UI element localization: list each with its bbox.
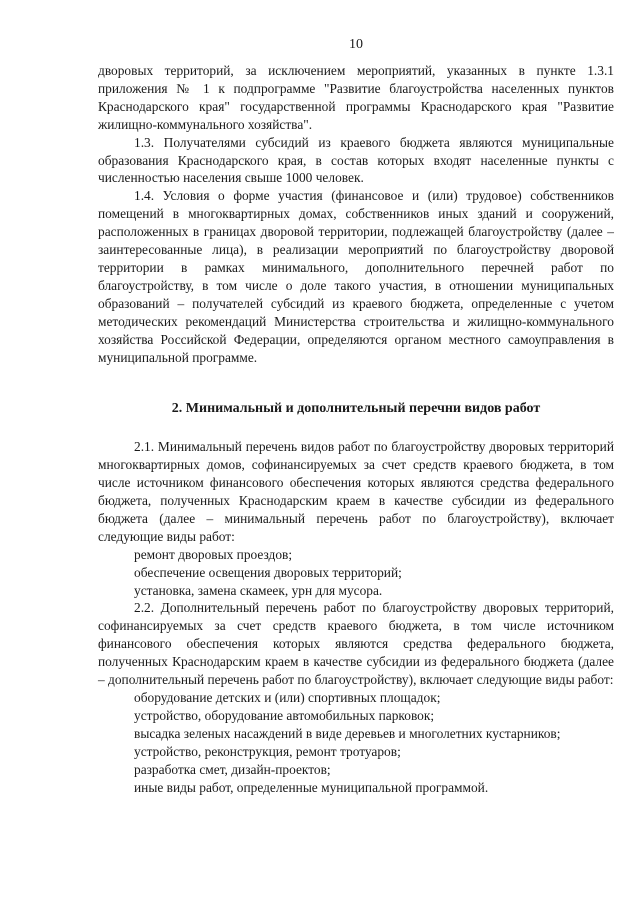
paragraph-1-4: 1.4. Условия о форме участия (финансовое и (или) трудовое) собственников помещений в многоквартирных домах, собственников иных зданий и сооружений, расположенных в границах дворовой территории, подлежащей благоустройству (далее – заинтересованные лица), в реализации мероприятий по благоустройству дворовой территории в рамках минимального, дополнительного перечней работ по благоустройству, в том числе о доле такого участия, в отношении муниципальных образований – получателей субсидий из краевого бюджета, определенные с учетом методических рекомендаций Министерства строительства и жилищно-коммунального хозяйства Российской Федерации, определяются органом местного самоуправления в муниципальной программе. xyxy=(98,188,614,365)
section-2-title: 2. Минимальный и дополнительный перечни видов работ xyxy=(171,401,541,417)
paragraph-2-1: 2.1. Минимальный перечень видов работ по благоустройству дворовых территорий многоквартирных домов, софинансируемых за счет средств краевого бюджета, в том числе источником финансового обеспечения которых являются средства федерального бюджета, полученных Краснодарским краем в качестве субсидии из федерального бюджета (далее – минимальный перечень работ по благоустройству), включает следующие виды работ: xyxy=(98,439,614,544)
page-number: 10 xyxy=(349,37,363,52)
paragraph-2-2: 2.2. Дополнительный перечень работ по благоустройству дворовых территорий, софинансируемых за счет средств краевого бюджета, в том числе источником финансового обеспечения которых являются средства федерального бюджета, полученных Краснодарским краем в качестве субсидии из федерального бюджета (далее – дополнительный перечень работ по благоустройству), включает следующие виды работ: xyxy=(98,600,614,688)
min-list-item: установка, замена скамеек, урн для мусора. xyxy=(134,582,383,598)
add-list-item: иные виды работ, определенные муниципальной программой. xyxy=(134,779,489,795)
add-list-item: устройство, оборудование автомобильных парковок; xyxy=(134,707,435,723)
min-list-item: ремонт дворовых проездов; xyxy=(134,546,293,562)
add-list-item: оборудование детских и (или) спортивных площадок; xyxy=(134,690,441,705)
paragraph-intro: дворовых территорий, за исключением мероприятий, указанных в пункте 1.3.1 приложения № 1 к подпрограмме "Развитие благоустройства населенных пунктов Краснодарского края" государственной программы Краснодарского края "Развитие жилищно-коммунального хозяйства". xyxy=(98,63,614,132)
add-list-item: высадка зеленых насаждений в виде деревьев и многолетних кустарников; xyxy=(134,725,561,741)
add-list-item: разработка смет, дизайн-проектов; xyxy=(134,761,331,777)
add-list-item: устройство, реконструкция, ремонт тротуаров; xyxy=(134,743,401,759)
document-page xyxy=(98,36,614,796)
min-list-item: обеспечение освещения дворовых территорий; xyxy=(134,564,402,580)
paragraph-1-3: 1.3. Получателями субсидий из краевого бюджета являются муниципальные образования Краснодарского края, в состав которых входят населенные пункты с численностью населения свыше 1000 человек. xyxy=(98,134,614,186)
